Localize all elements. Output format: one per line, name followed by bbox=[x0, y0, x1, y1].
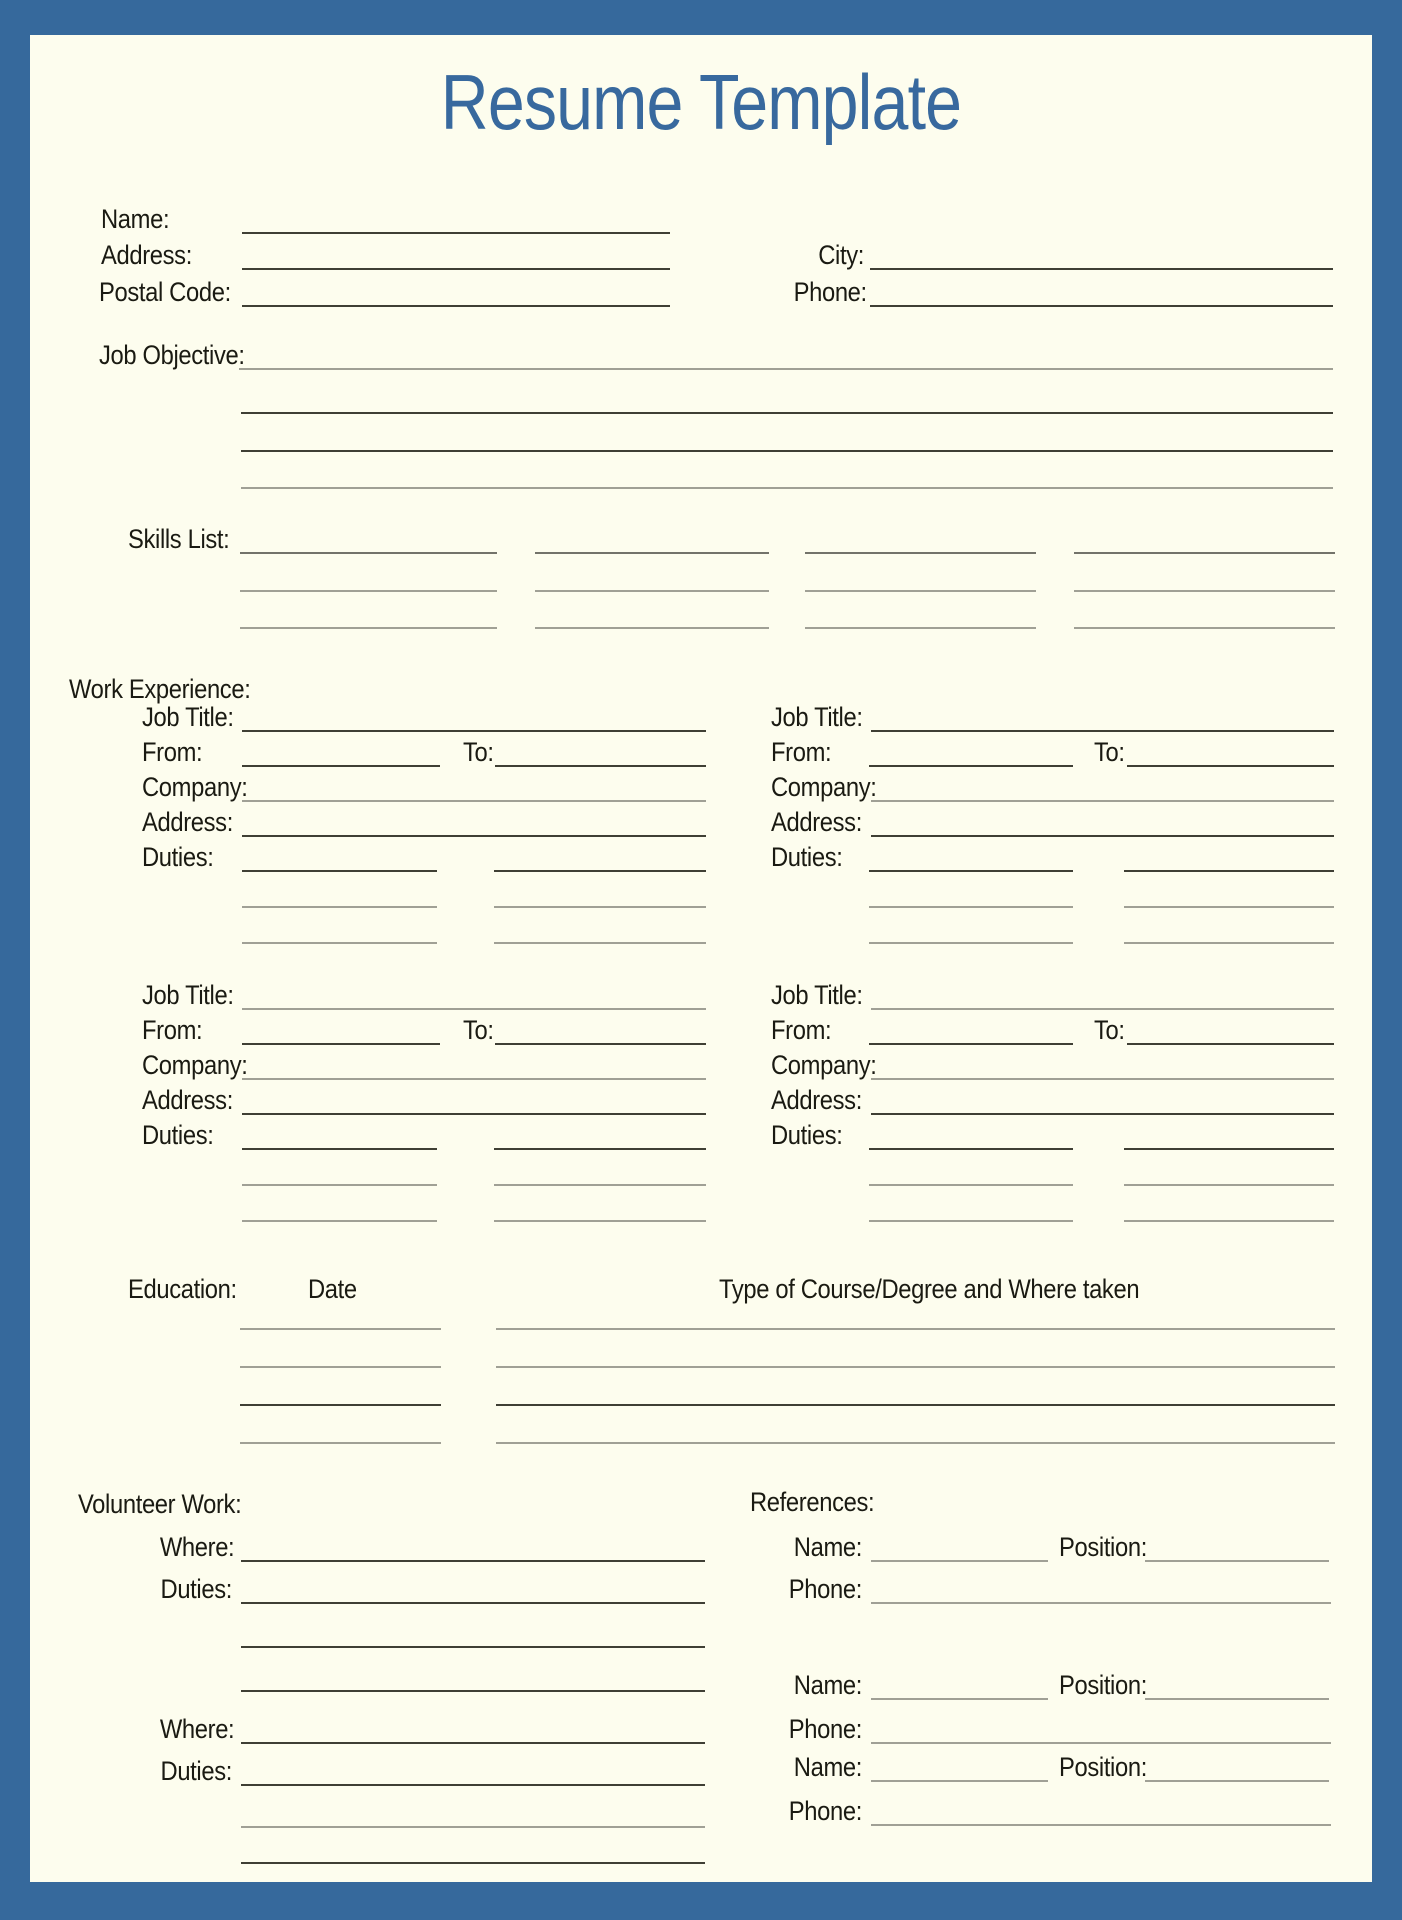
phone-label: Phone: bbox=[793, 277, 867, 307]
address-label: Address: bbox=[771, 1085, 862, 1115]
volunteer-where-label: Where: bbox=[159, 1714, 235, 1744]
skill-line[interactable] bbox=[240, 627, 497, 629]
job-objective-label: Job Objective: bbox=[99, 340, 245, 370]
duties-line[interactable] bbox=[1124, 942, 1334, 944]
reference-phone-label: Phone: bbox=[788, 1714, 862, 1744]
duties-line[interactable] bbox=[242, 906, 437, 908]
company-line[interactable] bbox=[871, 800, 1334, 802]
address-line[interactable] bbox=[871, 1113, 1334, 1115]
skill-line[interactable] bbox=[805, 627, 1036, 629]
from-line[interactable] bbox=[869, 765, 1073, 767]
volunteer-duties-label: Duties: bbox=[160, 1574, 232, 1604]
address-field-line[interactable] bbox=[242, 268, 670, 270]
duties-line[interactable] bbox=[494, 906, 706, 908]
education-course-line[interactable] bbox=[496, 1442, 1335, 1444]
skill-line[interactable] bbox=[240, 590, 497, 592]
duties-line[interactable] bbox=[494, 870, 706, 872]
to-label: To: bbox=[1094, 737, 1125, 767]
duties-label: Duties: bbox=[771, 842, 843, 872]
reference-position-label: Position: bbox=[1059, 1670, 1147, 1700]
education-date-line[interactable] bbox=[240, 1328, 441, 1330]
duties-line[interactable] bbox=[1124, 906, 1334, 908]
volunteer-where-label: Where: bbox=[159, 1532, 235, 1562]
volunteer-duties-line[interactable] bbox=[241, 1646, 705, 1648]
duties-label: Duties: bbox=[771, 1120, 843, 1150]
resume-sheet bbox=[30, 35, 1372, 1882]
from-label: From: bbox=[142, 737, 203, 767]
job-title-line[interactable] bbox=[242, 730, 706, 732]
volunteer-duties-line[interactable] bbox=[241, 1784, 705, 1786]
reference-phone-line[interactable] bbox=[871, 1824, 1331, 1826]
from-label: From: bbox=[771, 1015, 832, 1045]
skill-line[interactable] bbox=[805, 590, 1036, 592]
duties-label: Duties: bbox=[142, 1120, 214, 1150]
company-line[interactable] bbox=[242, 800, 706, 802]
volunteer-where-line[interactable] bbox=[241, 1742, 705, 1744]
reference-name-line[interactable] bbox=[871, 1780, 1048, 1782]
reference-phone-line[interactable] bbox=[871, 1602, 1331, 1604]
job-title-label: Job Title: bbox=[142, 980, 234, 1010]
address-line[interactable] bbox=[242, 1113, 706, 1115]
skill-line[interactable] bbox=[805, 552, 1036, 554]
education-course-line[interactable] bbox=[496, 1404, 1335, 1406]
reference-position-line[interactable] bbox=[1145, 1560, 1329, 1562]
volunteer-work-label: Volunteer Work: bbox=[78, 1489, 242, 1519]
duties-line[interactable] bbox=[1124, 1184, 1334, 1186]
volunteer-duties-line[interactable] bbox=[241, 1826, 705, 1828]
job-title-line[interactable] bbox=[242, 1008, 706, 1010]
job-objective-line[interactable] bbox=[239, 368, 1333, 370]
company-label: Company: bbox=[771, 772, 877, 802]
job-title-line[interactable] bbox=[871, 730, 1334, 732]
reference-phone-line[interactable] bbox=[871, 1742, 1331, 1744]
skill-line[interactable] bbox=[535, 590, 769, 592]
skill-line[interactable] bbox=[240, 552, 497, 554]
page-title: Resume Template bbox=[440, 58, 962, 146]
to-line[interactable] bbox=[495, 765, 706, 767]
skill-line[interactable] bbox=[535, 627, 769, 629]
name-field-line[interactable] bbox=[242, 232, 670, 234]
education-label: Education: bbox=[128, 1274, 237, 1304]
job-title-label: Job Title: bbox=[771, 702, 863, 732]
to-label: To: bbox=[1094, 1015, 1125, 1045]
reference-position-label: Position: bbox=[1059, 1752, 1147, 1782]
education-course-line[interactable] bbox=[496, 1366, 1335, 1368]
city-field-line[interactable] bbox=[870, 268, 1333, 270]
reference-phone-label: Phone: bbox=[788, 1796, 862, 1826]
reference-position-line[interactable] bbox=[1145, 1698, 1329, 1700]
company-label: Company: bbox=[142, 1050, 248, 1080]
duties-line[interactable] bbox=[494, 1220, 706, 1222]
education-date-header: Date bbox=[308, 1274, 357, 1304]
to-label: To: bbox=[463, 1015, 494, 1045]
education-date-line[interactable] bbox=[240, 1442, 441, 1444]
company-line[interactable] bbox=[871, 1078, 1334, 1080]
company-line[interactable] bbox=[242, 1078, 706, 1080]
duties-line[interactable] bbox=[242, 1148, 437, 1150]
to-line[interactable] bbox=[495, 1043, 706, 1045]
job-objective-line[interactable] bbox=[241, 412, 1333, 414]
company-label: Company: bbox=[771, 1050, 877, 1080]
volunteer-duties-label: Duties: bbox=[160, 1756, 232, 1786]
duties-line[interactable] bbox=[1124, 1220, 1334, 1222]
duties-label: Duties: bbox=[142, 842, 214, 872]
work-experience-label: Work Experience: bbox=[69, 674, 251, 704]
address-label: Address: bbox=[771, 807, 862, 837]
reference-name-line[interactable] bbox=[871, 1560, 1048, 1562]
reference-name-label: Name: bbox=[793, 1670, 862, 1700]
duties-line[interactable] bbox=[1124, 1148, 1334, 1150]
reference-position-label: Position: bbox=[1059, 1532, 1147, 1562]
skill-line[interactable] bbox=[535, 552, 769, 554]
education-course-header: Type of Course/Degree and Where taken bbox=[719, 1274, 1140, 1304]
from-line[interactable] bbox=[242, 765, 440, 767]
from-line[interactable] bbox=[869, 1043, 1073, 1045]
education-date-line[interactable] bbox=[240, 1404, 441, 1406]
duties-line[interactable] bbox=[242, 870, 437, 872]
from-label: From: bbox=[771, 737, 832, 767]
education-course-line[interactable] bbox=[496, 1328, 1335, 1330]
postal-code-label: Postal Code: bbox=[99, 277, 231, 307]
reference-name-line[interactable] bbox=[871, 1698, 1048, 1700]
job-title-label: Job Title: bbox=[771, 980, 863, 1010]
reference-name-label: Name: bbox=[793, 1532, 862, 1562]
volunteer-duties-line[interactable] bbox=[241, 1690, 705, 1692]
job-objective-line[interactable] bbox=[241, 487, 1333, 489]
duties-line[interactable] bbox=[869, 1148, 1073, 1150]
reference-name-label: Name: bbox=[793, 1752, 862, 1782]
duties-line[interactable] bbox=[494, 1184, 706, 1186]
duties-line[interactable] bbox=[242, 1220, 437, 1222]
name-label: Name: bbox=[101, 204, 170, 234]
from-line[interactable] bbox=[242, 1043, 440, 1045]
duties-line[interactable] bbox=[869, 942, 1073, 944]
skill-line[interactable] bbox=[1074, 627, 1335, 629]
duties-line[interactable] bbox=[494, 1148, 706, 1150]
duties-line[interactable] bbox=[242, 942, 437, 944]
volunteer-duties-line[interactable] bbox=[241, 1862, 705, 1864]
duties-line[interactable] bbox=[1124, 870, 1334, 872]
duties-line[interactable] bbox=[869, 906, 1073, 908]
duties-line[interactable] bbox=[494, 942, 706, 944]
address-line[interactable] bbox=[242, 835, 706, 837]
from-label: From: bbox=[142, 1015, 203, 1045]
duties-line[interactable] bbox=[869, 1184, 1073, 1186]
to-label: To: bbox=[463, 737, 494, 767]
phone-field-line[interactable] bbox=[870, 305, 1333, 307]
job-title-label: Job Title: bbox=[142, 702, 234, 732]
skill-line[interactable] bbox=[1074, 552, 1335, 554]
duties-line[interactable] bbox=[869, 1220, 1073, 1222]
postal-code-field-line[interactable] bbox=[242, 305, 670, 307]
job-title-line[interactable] bbox=[871, 1008, 1334, 1010]
job-objective-line[interactable] bbox=[241, 450, 1333, 452]
duties-line[interactable] bbox=[242, 1184, 437, 1186]
address-line[interactable] bbox=[871, 835, 1334, 837]
address-label: Address: bbox=[101, 240, 192, 270]
volunteer-where-line[interactable] bbox=[241, 1560, 705, 1562]
duties-line[interactable] bbox=[869, 870, 1073, 872]
to-line[interactable] bbox=[1127, 765, 1334, 767]
reference-phone-label: Phone: bbox=[788, 1574, 862, 1604]
reference-position-line[interactable] bbox=[1145, 1780, 1329, 1782]
skill-line[interactable] bbox=[1074, 590, 1335, 592]
city-label: City: bbox=[818, 240, 864, 270]
address-label: Address: bbox=[142, 807, 233, 837]
volunteer-duties-line[interactable] bbox=[241, 1602, 705, 1604]
address-label: Address: bbox=[142, 1085, 233, 1115]
to-line[interactable] bbox=[1127, 1043, 1334, 1045]
education-date-line[interactable] bbox=[240, 1366, 441, 1368]
references-label: References: bbox=[750, 1487, 875, 1517]
skills-list-label: Skills List: bbox=[128, 524, 230, 554]
company-label: Company: bbox=[142, 772, 248, 802]
